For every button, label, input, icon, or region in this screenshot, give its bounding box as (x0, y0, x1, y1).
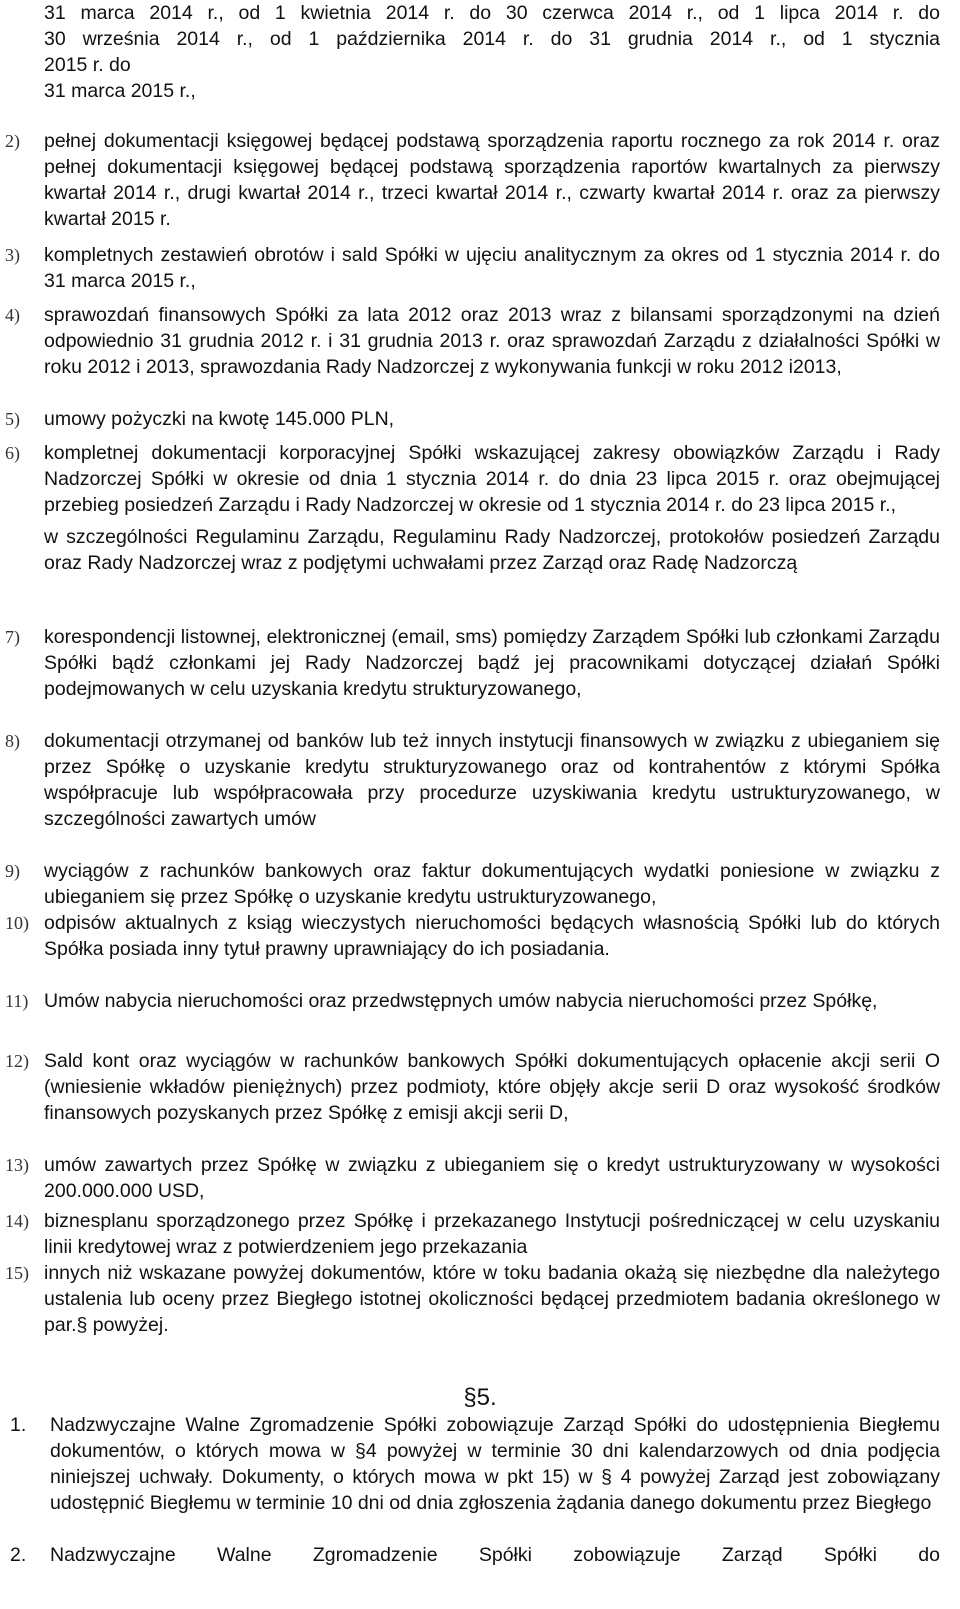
list-item (44, 440, 940, 576)
list-number: 5) (5, 409, 20, 429)
list-number: 7) (5, 627, 20, 647)
list-item (44, 988, 940, 1014)
continuation-line: 2015 r. do (44, 54, 131, 76)
paragraph-text: Nadzwyczajne Walne Zgromadzenie Spółki zobowiązuje Zarząd Spółki do (50, 1544, 940, 1566)
paragraph (50, 1542, 940, 1568)
list-item-text: pełnej dokumentacji księgowej będącej podstawą sporządzenia raportu rocznego za rok 2014 r. oraz pełnej dokumentacji księgowej będącej podstawą sporządzenia raportów kwartalnych za pierwszy kwartał 2014 r., drugi kwartał 2014 r., trzeci kwartał 2014 r., czwarty kwartał 2014 r. oraz za pierwszy kwartał 2015 r. (44, 130, 940, 230)
list-item-text: dokumentacji otrzymanej od banków lub też innych instytucji finansowych w związku z ubieganiem się przez Spółkę o uzyskanie kredytu strukturyzowanego oraz od kontrahentów z którymi Spółka współpracuje lub współpracowała przy procedurze uzyskiwania kredytu ustrukturyzowanego, w szczególności zawartych umów (44, 730, 940, 830)
paragraph-number: 2. (10, 1544, 27, 1566)
list-item (44, 1260, 940, 1338)
list-number: 9) (5, 861, 20, 881)
list-number: 8) (5, 731, 20, 751)
list-item (44, 910, 940, 962)
list-item-text: korespondencji listownej, elektronicznej (email, sms) pomiędzy Zarządem Spółki lub członkami Zarządu Spółki bądź członkami jej Rady Nadzorczej bądź jej pracownikami dotyczącej działań Spółki podejmowanych w celu uzyskania kredytu strukturyzowanego, (44, 626, 940, 700)
list-item-text: umowy pożyczki na kwotę 145.000 PLN, (44, 408, 395, 430)
section-heading: §5. (463, 1384, 497, 1411)
list-item (44, 1208, 940, 1260)
list-item-text: Umów nabycia nieruchomości oraz przedwstępnych umów nabycia nieruchomości przez Spółkę, (44, 990, 878, 1012)
list-number: 15) (5, 1263, 29, 1283)
list-item (44, 302, 940, 380)
list-item-text: umów zawartych przez Spółkę w związku z ubieganiem się o kredyt ustrukturyzowany w wysokości 200.000.000 USD, (44, 1154, 940, 1202)
list-item-text-continued: w szczególności Regulaminu Zarządu, Regulaminu Rady Nadzorczej, protokołów posiedzeń Zarządu oraz Rady Nadzorczej wraz z podjętymi uchwałami przez Zarząd oraz Radę Nadzorczą (44, 526, 940, 574)
list-item-text: Sald kont oraz wyciągów w rachunków bankowych Spółki dokumentujących opłacenie akcji serii O (wniesienie wkładów pieniężnych) przez podmioty, które objęły akcje serii D oraz wysokość środków finansowych pozyskanych przez Spółkę z emisji akcji serii D, (44, 1050, 940, 1124)
list-number: 10) (5, 913, 29, 933)
list-item (44, 1152, 940, 1204)
list-number: 11) (5, 991, 29, 1011)
continuation-line: 31 marca 2014 r., od 1 kwietnia 2014 r. do 30 czerwca 2014 r., od 1 lipca 2014 r. do (44, 2, 940, 24)
list-number: 2) (5, 131, 20, 151)
continuation-line: 31 marca 2015 r., (44, 80, 196, 102)
paragraph-number: 1. (10, 1414, 27, 1436)
list-item (44, 858, 940, 910)
list-item-text: sprawozdań finansowych Spółki za lata 2012 oraz 2013 wraz z bilansami sporządzonymi na dzień odpowiednio 31 grudnia 2012 r. i 31 grudnia 2013 r. oraz sprawozdań Zarządu z działalności Spółki w roku 2012 i 2013, sprawozdania Rady Nadzorczej z wykonywania funkcji w roku 2012 i2013, (44, 304, 940, 378)
list-item-text: kompletnych zestawień obrotów i sald Spółki w ujęciu analitycznym za okres od 1 stycznia 2014 r. do 31 marca 2015 r., (44, 244, 940, 292)
list-item-text: biznesplanu sporządzonego przez Spółkę i przekazanego Instytucji pośredniczącej w celu uzyskaniu linii kredytowej wraz z potwierdzeniem jego przekazania (44, 1210, 940, 1258)
list-number: 13) (5, 1155, 29, 1175)
list-number: 4) (5, 305, 20, 325)
paragraph-text: Nadzwyczajne Walne Zgromadzenie Spółki zobowiązuje Zarząd Spółki do udostępnienia Biegłemu dokumentów, o których mowa w §4 powyżej w terminie 30 dni kalendarzowych od dnia podjęcia niniejszej uchwały. Dokumenty, o których mowa w pkt 15) w § 4 powyżej Zarząd jest zobowiązany udostępnić Biegłemu w terminie 10 dni od dnia zgłoszenia żądania danego dokumentu przez Biegłego (50, 1414, 940, 1514)
list-number: 14) (5, 1211, 29, 1231)
list-item-text: odpisów aktualnych z ksiąg wieczystych nieruchomości będących własnością Spółki lub do których Spółka posiada inny tytuł prawny uprawniający do ich posiadania. (44, 912, 940, 960)
continuation-line: 30 września 2014 r., od 1 października 2014 r. do 31 grudnia 2014 r., od 1 stycznia (44, 28, 940, 50)
list-item-text: innych niż wskazane powyżej dokumentów, które w toku badania okażą się niezbędne dla należytego ustalenia lub oceny przez Biegłego istotnej okoliczności będącej przedmiotem badania określonego w par.§ powyżej. (44, 1262, 940, 1336)
list-item (44, 728, 940, 832)
list-item (44, 624, 940, 702)
paragraph (50, 1412, 940, 1516)
list-item (44, 128, 940, 232)
list-item-text: wyciągów z rachunków bankowych oraz faktur dokumentujących wydatki poniesione w związku z ubieganiem się przez Spółkę o uzyskanie kredytu ustrukturyzowanego, (44, 860, 940, 908)
list-number: 12) (5, 1051, 29, 1071)
list-item (44, 242, 940, 294)
list-number: 3) (5, 245, 20, 265)
continuation-text (44, 0, 940, 104)
list-number: 6) (5, 443, 20, 463)
list-item (44, 406, 940, 432)
list-item-text: kompletnej dokumentacji korporacyjnej Spółki wskazującej zakresy obowiązków Zarządu i Rady Nadzorczej Spółki w okresie od dnia 1 stycznia 2014 r. do dnia 23 lipca 2015 r. oraz obejmującej przebieg posiedzeń Zarządu i Rady Nadzorczej w okresie od 1 stycznia 2014 r. do 23 lipca 2015 r., (44, 442, 940, 516)
list-item (44, 1048, 940, 1126)
